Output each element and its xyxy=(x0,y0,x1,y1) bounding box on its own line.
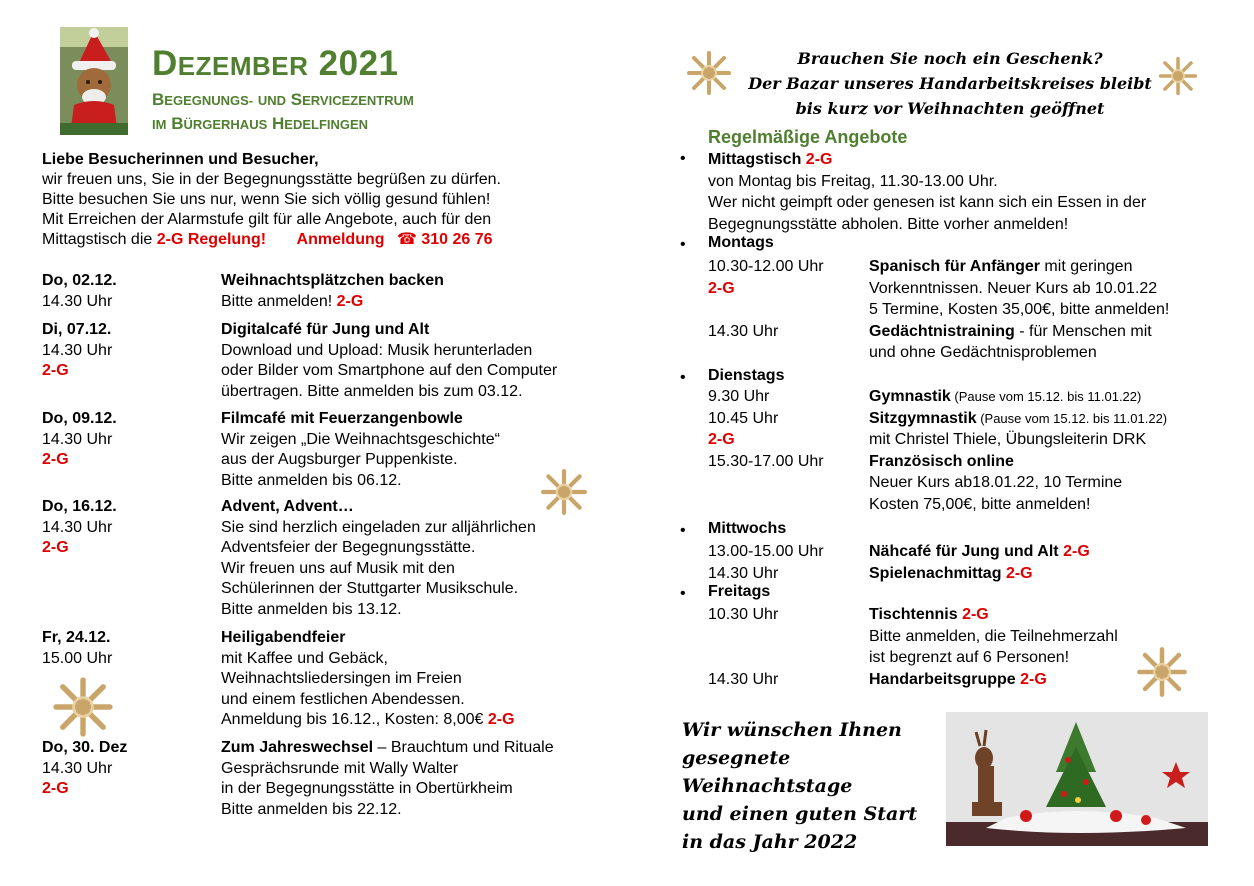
event-date-block: Do, 16.12. 14.30 Uhr 2-G xyxy=(42,498,117,556)
phone-icon: ☎ xyxy=(396,231,417,248)
event-body: Zum Jahreswechsel – Brauchtum und Rituale Gesprächsrunde mit Wally Walter in der Begegnungsstätte in Obertürkheim Bitte anmelden bis 22.12. xyxy=(221,739,554,818)
day-heading-montags: Montags xyxy=(708,234,774,251)
straw-star-icon xyxy=(52,676,98,722)
offer-times: 10.30-12.00 Uhr 2-G 14.30 Uhr xyxy=(708,258,824,340)
event-date-block: Do, 02.12. 14.30 Uhr xyxy=(42,272,117,310)
offer-times: 10.30 Uhr 14.30 Uhr xyxy=(708,606,779,688)
page-title: DEZEMBER 2021 xyxy=(152,44,399,83)
subtitle-line-1: BEGEGNUNGS- UND SERVICEZENTRUM xyxy=(152,90,414,109)
bullet-icon: • xyxy=(680,522,686,539)
event-body: Weihnachtsplätzchen backen Bitte anmelden! 2-G xyxy=(221,272,444,310)
event-body: Heiligabendfeier mit Kaffee und Gebäck, Weihnachtsliedersingen im Freien und einem festlichen Abendessen. Anmeldung bis 16.12., Kosten: 8,00€ 2-G xyxy=(221,629,515,728)
intro-line: Mit Erreichen der Alarmstufe gilt für alle Angebote, auch für den xyxy=(42,211,492,228)
bullet-icon: • xyxy=(680,585,686,602)
offer-descriptions: Gymnastik (Pause vom 15.12. bis 11.01.22) Sitzgymnastik (Pause vom 15.12. bis 11.01.22) mit Christel Thiele, Übungsleiterin DRK Französisch online Neuer Kurs ab18.01.22, 10 Termine Kosten 75,00€, bitte anmelden! xyxy=(869,388,1168,513)
christmas-decoration-photo xyxy=(946,712,1208,846)
offer-mittagstisch: Mittagstisch 2-G von Montag bis Freitag, 11.30-13.00 Uhr. Wer nicht geimpft oder genesen ist kann sich ein Essen in der Begegnungsstätte abholen. Bitte vorher anmelden! xyxy=(708,151,1147,233)
intro-line: wir freuen uns, Sie in der Begegnungsstätte begrüßen zu dürfen. xyxy=(42,171,501,188)
bullet-icon: • xyxy=(680,150,686,167)
event-date-block: Do, 30. Dez 14.30 Uhr 2-G xyxy=(42,739,128,797)
intro-line: Bitte besuchen Sie uns nur, wenn Sie sich völlig gesund fühlen! xyxy=(42,191,491,208)
bullet-icon: • xyxy=(680,236,686,253)
day-heading-dienstags: Dienstags xyxy=(708,367,785,384)
intro-text xyxy=(42,150,602,250)
intro-line-registration: Mittagstisch die 2-G Regelung! Anmeldung ☎ 310 26 76 xyxy=(42,231,493,248)
christmas-wish: Wir wünschen Ihnen gesegnete Weihnachtstage und einen guten Start in das Jahr 2022 xyxy=(682,719,918,853)
event-date-block: Fr, 24.12. 15.00 Uhr xyxy=(42,629,113,667)
bazar-notice: Brauchen Sie noch ein Geschenk? Der Bazar unseres Handarbeitskreises bleibt bis kurz vor Weihnachten geöffnet xyxy=(748,49,1152,118)
section-title-angebote: Regelmäßige Angebote xyxy=(708,127,908,147)
day-heading-freitags: Freitags xyxy=(708,583,771,600)
bullet-icon: • xyxy=(680,369,686,386)
day-heading-mittwochs: Mittwochs xyxy=(708,520,787,537)
event-body: Advent, Advent… Sie sind herzlich eingeladen zur alljährlichen Adventsfeier der Begegnungsstätte. Wir freuen uns auf Musik mit den Schülerinnen der Stuttgarter Musikschule. Bitte anmelden bis 13.12. xyxy=(221,498,536,618)
event-body: Digitalcafé für Jung und Alt Download und Upload: Musik herunterladen oder Bilder vom Smartphone auf den Computer übertragen. Bitte anmelden bis zum 03.12. xyxy=(221,321,558,400)
event-date-block: Di, 07.12. 14.30 Uhr 2-G xyxy=(42,321,113,379)
offer-descriptions: Spanisch für Anfänger mit geringen Vorkenntnissen. Neuer Kurs ab 10.01.22 5 Termine, Kosten 35,00€, bitte anmelden! Gedächtnistraining - für Menschen mit und ohne Gedächtnisproblemen xyxy=(869,258,1170,361)
straw-star-icon xyxy=(686,50,732,96)
offer-times: 13.00-15.00 Uhr 14.30 Uhr xyxy=(708,543,824,582)
offer-descriptions: Tischtennis 2-G Bitte anmelden, die Teilnehmerzahl ist begrenzt auf 6 Personen! Handarbeitsgruppe 2-G xyxy=(869,606,1118,688)
event-date-block: Do, 09.12. 14.30 Uhr 2-G xyxy=(42,410,117,468)
subtitle-line-2: IM BÜRGERHAUS HEDELFINGEN xyxy=(152,114,369,133)
straw-star-icon xyxy=(1158,56,1204,102)
offer-descriptions: Nähcafé für Jung und Alt 2-G Spielenachmittag 2-G xyxy=(869,543,1090,582)
straw-star-icon xyxy=(1136,646,1182,692)
offer-times: 9.30 Uhr 10.45 Uhr 2-G 15.30-17.00 Uhr xyxy=(708,388,824,470)
intro-greeting: Liebe Besucherinnen und Besucher, xyxy=(42,151,319,168)
santa-doll-photo xyxy=(60,27,128,135)
straw-star-icon xyxy=(540,468,586,514)
event-body: Filmcafé mit Feuerzangenbowle Wir zeigen „Die Weihnachtsgeschichte“ aus der Augsburger Puppenkiste. Bitte anmelden bis 06.12. xyxy=(221,410,500,489)
